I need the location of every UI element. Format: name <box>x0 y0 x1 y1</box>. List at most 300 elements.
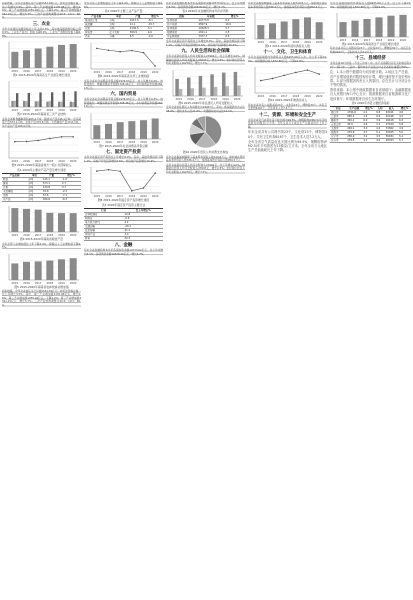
table-row <box>2 198 81 202</box>
paragraph: 年末全省参加城镇职工基本养老保险人数319.8万人，参加城乡居民基本养老保险人数336.2万人，参加基本医疗保险人数956.5万人。 <box>166 155 245 163</box>
column-2 <box>84 2 163 598</box>
table-cell: 各项存款 <box>166 19 198 23</box>
bar <box>70 258 77 280</box>
series-line <box>15 137 73 142</box>
table-header-cell: 增长% <box>362 107 375 111</box>
section-heading: 十三、县域经济 <box>355 56 386 62</box>
paragraph: 全年全省18个市县（不含三沙市）中，生产总值超过百亿元的市县有12个。海口市、三亚市、儋州市生产总值合计占全省的比重超过50%。 <box>330 62 411 69</box>
table-cell: 3.1 <box>375 123 384 127</box>
x-tick-label: 2020 <box>69 281 77 285</box>
series-line <box>97 170 155 191</box>
table-cell: 479.8 <box>42 186 61 190</box>
table-cell: 4.6 <box>147 31 163 35</box>
bar <box>191 88 195 96</box>
figure-caption: 图12 2015-2020年旅游总收入 <box>267 98 308 103</box>
x-tick-label: 2020 <box>399 39 407 42</box>
series-line <box>261 71 319 82</box>
bar <box>70 44 77 68</box>
bar <box>11 52 18 68</box>
column-1 <box>2 2 81 598</box>
bar <box>292 19 299 39</box>
x-tick-label: 2018 <box>128 140 136 144</box>
table-cell: 水泥 <box>84 27 109 31</box>
x-tick-label: 2020 <box>69 160 77 164</box>
table-cell: 31562 <box>385 127 398 131</box>
x-tick-label: 2019 <box>58 281 65 285</box>
figure-caption: 图9 2015-2020年常住居民人均可支配收入 <box>178 100 233 105</box>
table-cell: 4.6 <box>398 111 411 115</box>
x-tick-label: 2019 <box>387 39 395 42</box>
bar <box>28 93 30 107</box>
table-cell: 6.6 <box>224 35 245 39</box>
table-cell: 天然橡胶 <box>2 190 27 194</box>
table-cell: 信息传输 <box>84 229 124 233</box>
table-cell: 1.5 <box>362 115 375 119</box>
table-cell: 573.1 <box>42 182 61 186</box>
table-cell: 教育 <box>84 237 124 241</box>
figure-caption: 图2 2015-2020年海南省三次产业结构 <box>17 112 66 117</box>
table-cell: 360.9 <box>129 31 147 35</box>
paragraph: 年末全省金融机构本外币各项存款余额10773.62亿元，比上年末增长8.3%；各项贷款余额10328.26亿元，增长5.7%。 <box>84 249 163 256</box>
bar <box>39 93 41 108</box>
table-header-cell: 单位 <box>27 174 42 178</box>
x-tick-label: 2020 <box>151 195 159 199</box>
bar <box>316 22 323 39</box>
paragraph-large: 全年全省空气质量优良天数比例为99.5%，细颗粒物(PM2.5)年平均浓度为13微克/立方米。全年全省万元地区生产总值能耗比上年下降。 <box>248 139 327 153</box>
table-cell: 3.9 <box>375 119 384 123</box>
x-tick-label: 2017 <box>116 71 124 75</box>
x-tick-label: 2015 <box>175 97 183 101</box>
table-cell: 30184 <box>385 135 398 139</box>
table-header-cell: 增长% <box>61 174 81 178</box>
table-cell: 2.7 <box>61 182 81 186</box>
x-tick-label: 2019 <box>140 195 147 199</box>
data-point <box>318 74 320 76</box>
bar <box>363 19 370 37</box>
table-cell: 11.1 <box>129 23 147 27</box>
table-header-cell: 增长% <box>224 15 245 19</box>
bar <box>117 122 124 139</box>
table-cell: 10.9 <box>224 23 245 27</box>
table-header-cell: 产品名称 <box>2 174 27 178</box>
paragraph: 全年全省常住居民人均可支配收入27904元，比上年增长4.0%。城镇常住居民人均可支配收入37097元，增长2.5%；农村常住居民人均可支配收入16279元，增长7.7%。 <box>166 55 245 66</box>
table-cell: 制造业 <box>84 217 124 221</box>
table-cell: 4.9 <box>398 127 411 131</box>
data-point <box>295 72 297 74</box>
table-cell: 6.5 <box>129 35 147 39</box>
x-tick-label: 2016 <box>23 70 30 73</box>
paragraph: 全年全省常住居民人均消费支出19457元。其中，食品烟酒支出占比38.9%，居住支出占比21.6%，交通通信支出占比12.1%。 <box>166 106 245 113</box>
x-tick-label: 2020 <box>69 70 77 73</box>
table-cell: 水果 <box>2 186 27 190</box>
x-tick-label: 2018 <box>46 160 54 164</box>
table-cell: 5.7 <box>398 139 411 143</box>
bar <box>46 102 48 107</box>
bar <box>58 259 65 280</box>
data-point <box>14 141 16 143</box>
table-cell: 万吨 <box>109 19 129 23</box>
data-point <box>131 190 133 192</box>
table-cell: 电力热力燃气 <box>84 221 124 225</box>
paragraph: 全年全部工业增加值比上年下降4.4%，规模以上工业增加值下降4.5%。 <box>2 242 81 250</box>
figure-caption: 图8 2015-2020年固定资产投资增长速度 <box>97 198 150 203</box>
table-cell: 179.5 <box>346 139 362 143</box>
table-cell: 33.8 <box>42 190 61 194</box>
bar <box>234 72 238 96</box>
table-cell: 汽车 <box>84 35 109 39</box>
figure-caption: 图5 2015-2020年海南省农林牧渔业增加值 <box>14 284 69 289</box>
table-cell: -2.3 <box>61 190 81 194</box>
table-cell: 各项贷款 <box>166 27 198 31</box>
x-tick-label: 2015 <box>11 70 19 73</box>
bar <box>35 49 42 68</box>
chart-income <box>166 67 245 101</box>
table-header-cell: 生产总值 <box>346 107 362 111</box>
table-cell: 31.2 <box>124 229 164 233</box>
x-tick-label: 2017 <box>116 195 124 199</box>
table-cell: 儋州市 <box>330 119 346 123</box>
x-tick-label: 2018 <box>375 39 383 42</box>
table-cell: 蔬菜 <box>2 182 27 186</box>
table-industrial-products <box>84 14 163 39</box>
x-tick-label: 2017 <box>34 109 42 113</box>
x-tick-label: 2016 <box>187 97 194 101</box>
table-cell: 27109 <box>385 123 398 127</box>
paragraph-large: 资料来源：本公报中财政数据来自省财政厅；金融数据来自人民银行海口中心支行；旅游数据来自省旅游和文化广电体育厅；环境数据来自省生态环境厅。 <box>330 88 411 101</box>
table-investment-sectors <box>84 208 163 241</box>
bar <box>281 21 288 39</box>
figure-caption: 图10 2020年居民人均消费支出构成 <box>182 150 229 155</box>
table-cell: 4807.9 <box>198 23 225 27</box>
bar <box>11 208 18 232</box>
paragraph: 年末全省共有公共图书馆23个，文化馆23个，博物馆30个。共有卫生机构6167个，卫生技术人员7.2万人。 <box>330 47 411 54</box>
x-tick-label: 2019 <box>222 97 229 101</box>
x-tick-label: 2020 <box>151 140 159 144</box>
x-tick-label: 2016 <box>351 39 359 42</box>
table-cell: 1791.6 <box>346 111 362 115</box>
table-cell: 4.6 <box>362 123 375 127</box>
table-cell: 10328.3 <box>198 27 225 31</box>
table-cell: 57.6 <box>42 194 61 198</box>
x-tick-label: 2016 <box>105 71 112 75</box>
section-heading: 六、国内贸易 <box>110 92 137 98</box>
x-tick-label: 2018 <box>292 41 300 44</box>
column-3 <box>166 2 245 598</box>
data-point <box>37 140 39 142</box>
table-cell: 原油加工量 <box>84 19 109 23</box>
bar <box>351 21 358 37</box>
x-tick-label: 2017 <box>34 70 42 73</box>
x-tick-label: 2019 <box>140 71 147 75</box>
paragraph: 全年全省接待国内外游客总人数6455.09万人次，比上年下降22.3%；实现旅游总收入872.86亿元，下降19.9%。 <box>248 56 327 63</box>
bar <box>37 102 39 108</box>
paragraph: 全年全省居民消费价格比上年上涨2.3%，其中食品烟酒类价格上涨9.5%。工业生产者出厂价格下降8.0%，工业生产者购进价格下降6.8%。 <box>2 27 81 38</box>
bar <box>257 25 264 39</box>
table-cell: 1811.1 <box>198 31 225 35</box>
data-point <box>26 141 28 143</box>
x-tick-label: 2016 <box>269 41 276 44</box>
x-tick-label: 2016 <box>23 281 30 285</box>
column-4 <box>248 2 327 598</box>
chart-consumption-pie <box>166 114 245 150</box>
table-header-cell: 行业 <box>84 209 124 213</box>
chart-fiscal-revenue <box>2 129 81 163</box>
table-cell: 166.6 <box>42 198 61 202</box>
table-cell: 2.5 <box>224 31 245 35</box>
table-cell: 3.0 <box>362 127 375 131</box>
table-cell: -2.6 <box>147 35 163 39</box>
table-cell: 亿千瓦时 <box>109 31 129 35</box>
bar <box>58 45 65 68</box>
bar <box>152 118 159 139</box>
x-tick-label: 2015 <box>93 71 101 75</box>
x-tick-label: 2015 <box>93 195 101 199</box>
table-cell: 2.1 <box>362 111 375 115</box>
figure-caption: 图1 2015-2020年海南省生产总值及增长速度 <box>12 73 71 77</box>
table-cell: 29763 <box>385 139 398 143</box>
data-point <box>260 80 262 82</box>
bar <box>105 124 112 139</box>
bar <box>23 50 30 68</box>
bar <box>179 89 183 96</box>
x-tick-label: 2016 <box>23 109 30 113</box>
data-point <box>61 136 63 138</box>
x-tick-label: 2019 <box>304 41 311 44</box>
x-tick-label: 2018 <box>210 97 218 101</box>
table-cell: 发电量 <box>84 31 109 35</box>
table-cell: 22.4 <box>124 237 164 241</box>
bar <box>199 76 203 96</box>
table-cell: 42146 <box>385 115 398 119</box>
table-row <box>84 35 163 39</box>
table-cell: 万吨 <box>109 27 129 31</box>
x-tick-label: 2017 <box>34 160 42 164</box>
x-tick-label: 2018 <box>46 281 54 285</box>
bar <box>46 260 53 279</box>
x-tick-label: 2016 <box>105 140 112 144</box>
x-tick-label: 2017 <box>280 41 288 44</box>
paragraph-large: 年末全省共有公共图书馆23个，文化馆23个，博物馆30个。共有卫生机构6167个，卫生技术人员7.2万人。 <box>248 130 327 139</box>
bar <box>46 213 53 232</box>
x-tick-label: 2017 <box>34 281 42 285</box>
x-tick-label: 2016 <box>23 234 30 238</box>
table-title: 表1 2020年主要农产品产量及增长速度 <box>17 167 66 172</box>
table-cell: 4.2 <box>398 115 411 119</box>
data-point <box>307 70 309 72</box>
table-header-cell: 指标 <box>166 15 198 19</box>
table-cell: 279.8 <box>346 131 362 135</box>
table-cell: 4.4 <box>375 127 384 131</box>
table-cell: 5.7 <box>224 27 245 31</box>
table-cell: 万吨 <box>27 186 42 190</box>
paragraph: 全年全省固定资产投资比上年增长8.0%。其中，基础设施投资下降1.1%，房地产开发投资增长0.5%，非房地产投资增长15.9%。 <box>84 156 163 163</box>
table-cell: 3.2 <box>362 135 375 139</box>
x-tick-label: 2016 <box>105 195 112 199</box>
table-cell: 12.8 <box>124 213 164 217</box>
bar <box>25 102 27 108</box>
table-cell: -6.3 <box>61 198 81 202</box>
table-cell: 3.7 <box>362 131 375 135</box>
table-cell: 4.5 <box>375 135 384 139</box>
bar <box>226 86 230 96</box>
paragraph: 初步核算，全年全省地区生产总值5532.39亿元，按可比价格计算，比上年增长3.5%。其中，第一产业增加值1135.98亿元，增长2.0%；第二产业增加值1055.26亿元，下降1.2%；第三产业增加值3341.15亿元，增长5.7%。三次产业结构调整为20.5：19.1：60.4。 <box>2 2 81 19</box>
x-tick-label: 2015 <box>257 41 265 44</box>
table-cell: 6.8 <box>375 111 384 115</box>
bar <box>387 16 394 37</box>
bar <box>175 79 179 96</box>
paragraph: 初步核算，全年全省地区生产总值5532.39亿元，按可比价格计算，比上年增长3.5%。其中，第一产业增加值1135.98亿元，增长2.0%；第二产业增加值1055.26亿元，下降1.2%；第三产业增加值3341.15亿元，增长5.7%。三次产业结构调整为20.5：19.1：60.4。 <box>2 289 81 307</box>
paragraph: 全年全省空气质量优良天数比例为99.5%，细颗粒物(PM2.5)年平均浓度为13微克/立方米。全年全省万元地区生产总值能耗比上年下降。 <box>248 118 327 129</box>
data-point <box>143 187 145 189</box>
table-header-cell: 产品名称 <box>84 15 109 19</box>
bar <box>58 102 60 107</box>
table-cell: 万吨 <box>27 178 42 182</box>
data-point <box>131 50 133 52</box>
table-cell: 246.1 <box>346 127 362 131</box>
table-cell: 145.1 <box>42 178 61 182</box>
bar <box>128 121 135 139</box>
bar <box>11 263 18 280</box>
bar <box>74 92 76 108</box>
bar <box>16 94 18 108</box>
table-header-cell: 人均 <box>375 107 384 111</box>
figure-caption: 图7 2015-2020年社会消费品零售总额 <box>99 143 148 148</box>
table-cell: 万辆 <box>109 35 129 39</box>
table-cell: 5.8 <box>398 123 411 127</box>
table-cell: 695.4 <box>346 115 362 119</box>
table-header-cell: 增长% <box>398 107 411 111</box>
paragraph: 年末全省参加城镇职工基本养老保险人数319.8万人，参加城乡居民基本养老保险人数336.2万人，参加基本医疗保险人数956.5万人。 <box>248 2 327 9</box>
x-tick-label: 2019 <box>304 95 311 99</box>
table-agri-products <box>2 173 81 202</box>
x-tick-label: 2018 <box>46 234 54 238</box>
x-tick-label: 2018 <box>128 71 136 75</box>
data-point <box>96 170 98 172</box>
x-tick-label: 2017 <box>116 140 124 144</box>
x-tick-label: 2018 <box>292 95 300 99</box>
chart-grain-output <box>2 203 81 237</box>
table-cell: 2149.5 <box>129 27 147 31</box>
bar <box>214 87 218 96</box>
bar <box>35 210 42 232</box>
section-heading: 九、人民生活和社会保障 <box>181 49 230 55</box>
table-cell: 3.7 <box>61 186 81 190</box>
table-cell: 交通运输 <box>84 225 124 229</box>
table-cell: 3.1 <box>147 27 163 31</box>
table-header-cell: 产量 <box>42 174 61 178</box>
section-heading: 八、金融 <box>114 243 133 249</box>
section-heading: 七、固定资产投资 <box>105 150 142 156</box>
bar <box>60 102 62 107</box>
data-point <box>72 136 74 138</box>
table-cell: 5.1 <box>398 135 411 139</box>
paragraph: 全年全省粮食播种面积405.2万亩，粮食总产量145.1万吨。全年蔬菜产量573.1万吨，水果产量479.8万吨，天然橡胶产量33.8万吨，水产品总产量166.6万吨。 <box>2 117 81 128</box>
x-tick-label: 2018 <box>46 109 54 113</box>
x-tick-label: 2017 <box>280 95 288 99</box>
table-cell: 水产品 <box>2 198 27 202</box>
paragraph: 全年全省社会消费品零售总额1974.63亿元，比上年增长0.2%。按经营地分，城镇消费品零售额1708.46亿元，乡村消费品零售额266.17亿元。 <box>84 79 163 90</box>
table-deposits-loans <box>166 14 245 39</box>
x-tick-label: 2018 <box>128 195 136 199</box>
table-cell: 4.4 <box>124 221 164 225</box>
table-cell: -1.8 <box>61 178 81 182</box>
bar <box>72 102 74 107</box>
bar <box>399 15 406 37</box>
data-point <box>108 50 110 52</box>
table-header-cell: 单位 <box>109 15 129 19</box>
bar <box>35 261 42 280</box>
bar <box>14 101 16 107</box>
figure-caption: 图11 2015-2020年接待游客总人数 <box>265 44 310 48</box>
paragraph-large: 注：1.本公报中数据均为初步统计数。2.地区生产总值、各产业增加值绝对数按现价计算，增长速度按不变价格计算。3.部分数据因四舍五入的原因，存在总计与分项合计不等的情况。 <box>330 70 411 88</box>
x-tick-label: 2017 <box>198 97 206 101</box>
bar <box>58 213 65 232</box>
x-tick-label: 2020 <box>151 71 159 75</box>
table-row <box>330 139 411 143</box>
x-tick-label: 2015 <box>339 39 347 42</box>
x-tick-label: 2019 <box>58 160 65 164</box>
data-point <box>272 78 274 80</box>
x-tick-label: 2020 <box>315 95 323 99</box>
table-cell: 29418 <box>385 119 398 123</box>
x-tick-label: 2016 <box>269 95 276 99</box>
x-tick-label: 2015 <box>11 109 19 113</box>
section-heading: 三、农业 <box>32 21 51 27</box>
data-point <box>96 48 98 50</box>
table-header-cell: 收入 <box>385 107 398 111</box>
chart-gdp <box>2 39 81 73</box>
data-point <box>143 52 145 54</box>
table-cell: 33.9 <box>346 123 362 127</box>
table-county-indicators <box>330 106 411 143</box>
table-cell: 海口市 <box>330 111 346 115</box>
figure-caption: 图3 2015-2020年海南省地方一般公共预算收入 <box>11 163 72 168</box>
bar <box>339 22 346 37</box>
table-header-cell: 市县 <box>330 107 346 111</box>
x-tick-label: 2019 <box>58 109 65 113</box>
table-cell: 成品糖 <box>84 23 109 27</box>
x-tick-label: 2015 <box>257 95 265 99</box>
data-point <box>119 51 121 53</box>
table-cell: 农林牧渔业 <box>84 213 124 217</box>
x-tick-label: 2020 <box>69 234 77 238</box>
paragraph: 全年全省接待国内外游客总人数6455.09万人次，比上年下降22.3%；实现旅游总收入872.86亿元，下降19.9%。 <box>330 2 411 9</box>
x-tick-label: 2015 <box>11 160 19 164</box>
paragraph: 全年全省常住居民人均可支配收入27904元，比上年增长4.0%。城镇常住居民人均可支配收入37097元，增长2.5%；农村常住居民人均可支配收入16279元，增长7.7%。 <box>166 163 245 174</box>
chart-tourists <box>248 10 327 44</box>
table-cell: 中长期贷款 <box>166 35 198 39</box>
table-cell: 万吨 <box>27 190 42 194</box>
section-heading: 十一、文化、卫生和体育 <box>263 50 312 56</box>
table-cell: 4.0 <box>375 139 384 143</box>
bar <box>46 47 53 68</box>
x-tick-label: 2019 <box>58 234 65 238</box>
table-cell: 粮食 <box>2 178 27 182</box>
table-title: 表4 2020年末金融机构本外币存贷款 <box>182 9 229 13</box>
bar <box>269 23 276 39</box>
table-header-cell: 产量 <box>129 15 147 19</box>
bar <box>63 92 65 107</box>
bar <box>35 102 37 108</box>
bar <box>23 261 30 279</box>
bar <box>70 102 72 107</box>
table-cell: 43011 <box>385 111 398 115</box>
table-cell: -5.6 <box>124 217 164 221</box>
x-tick-label: 2019 <box>140 140 147 144</box>
x-tick-label: 2015 <box>11 234 19 238</box>
table-row <box>84 237 163 241</box>
table-cell: 文昌市 <box>330 127 346 131</box>
